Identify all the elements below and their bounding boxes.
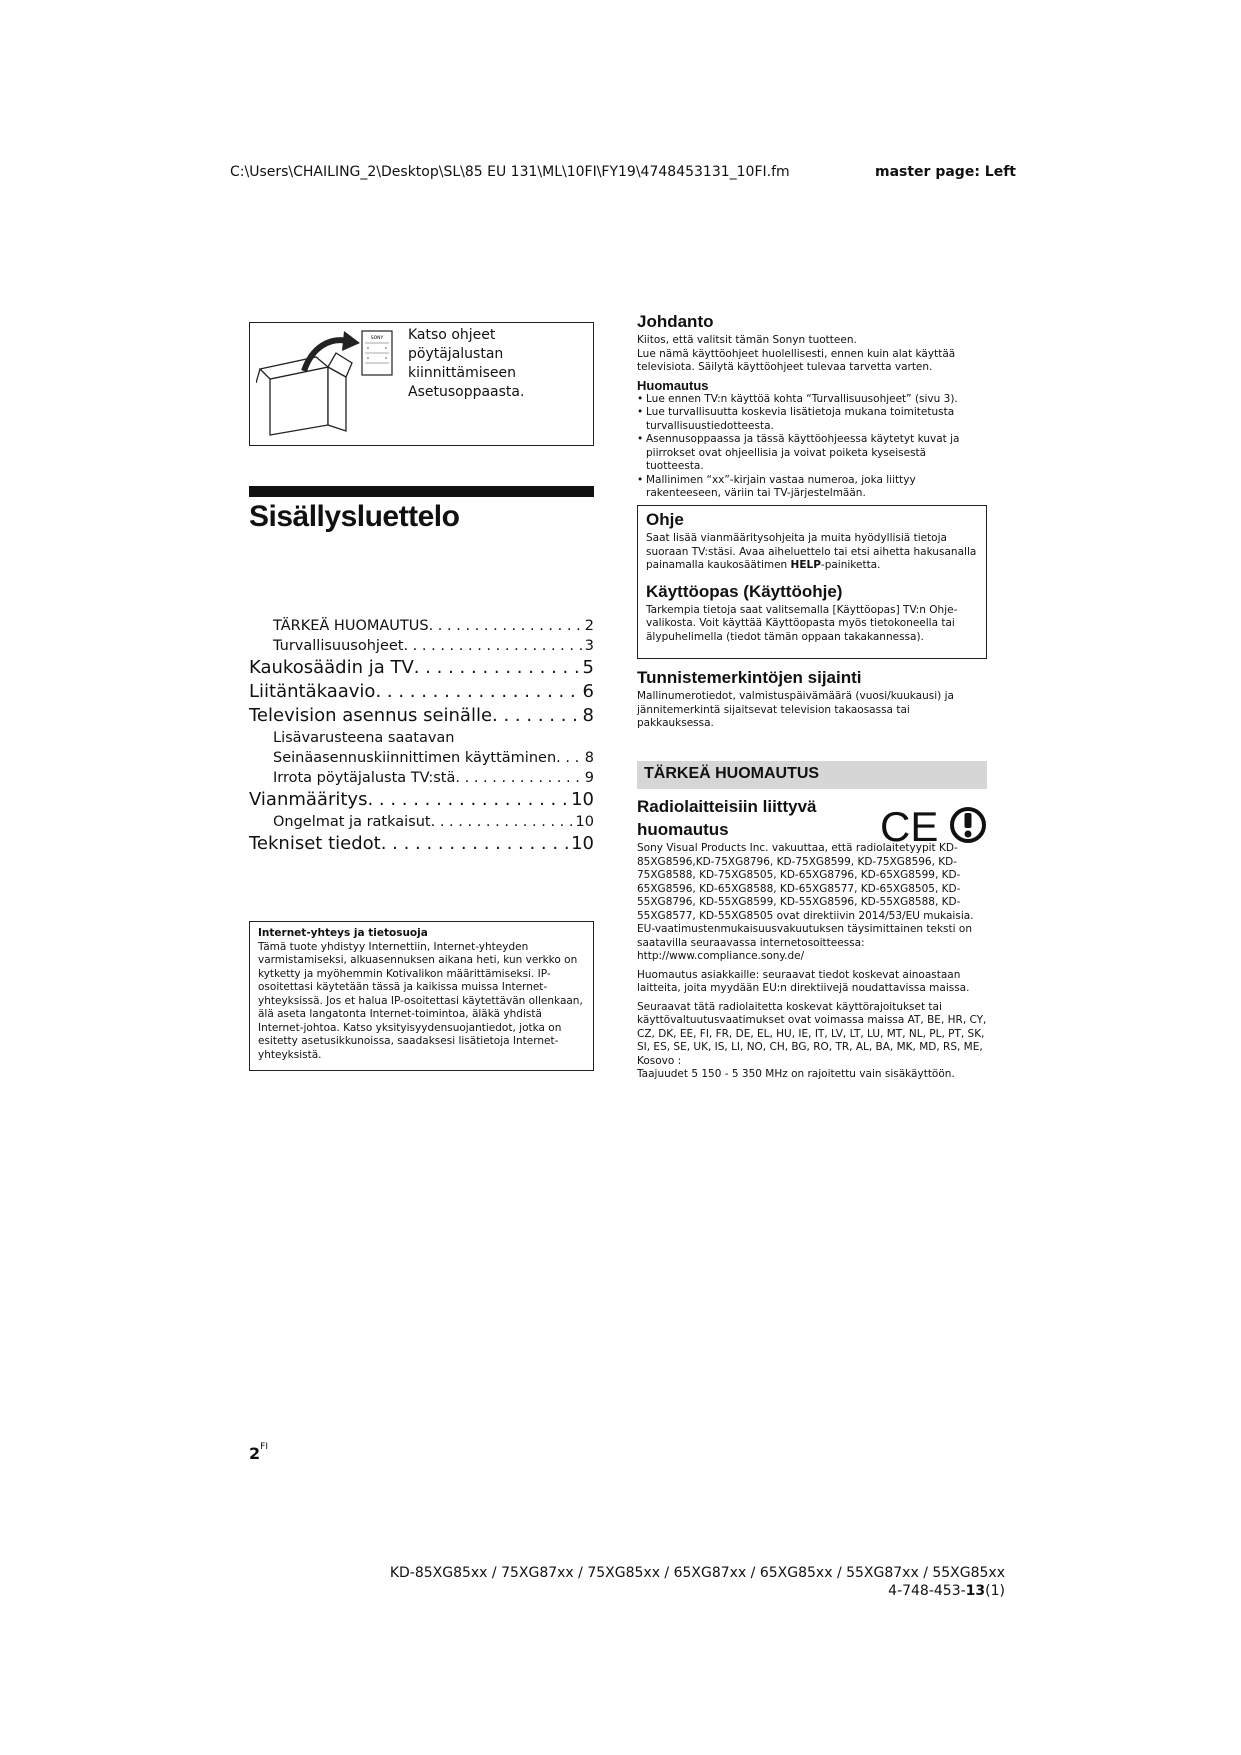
internet-box-text: Tämä tuote yhdistyy Internettiin, Internet-yhteyden varmistamiseksi, alkuasennuksen aikana heti, kun verkko on kytketty ja myöhemmin Kotivalikon määrittämiseksi. IP-osoitettasi käytetään tässä ja kaikissa muissa Internet-yhteyksissä. Jos et halua IP-osoitettasi käytettävän ollenkaan, älä aseta langatonta Internet-toimintoa, äläkä yhdistä Internet-johtoa. Katso yksityisyydensuojantiedot, jotka on esitetty asetusikkunoissa, saadaksesi lisätietoja Internet-yhteyksistä. [258,940,583,1061]
toc-entry-page: 6 [582,681,594,702]
master-page-label: master page: Left [875,164,1016,180]
important-notice-title: TÄRKEÄ HUOMAUTUS [644,765,820,782]
kayttoopas-text: Tarkempia tietoja saat valitsemalla [Käyttöopas] TV:n Ohje-valikosta. Voit käyttää Käyttöopasta myös tietokoneella tai älypuhelimella (tiedot tämän oppaan takakannessa). [646,603,958,643]
toc-entry-label: Lisävarusteena saatavan [273,730,455,746]
tunniste-section [637,668,987,731]
toc-entry-ongelmat[interactable] [249,812,594,832]
toc-entry-page: 2 [584,618,594,634]
toc-entry-page: 10 [571,833,594,854]
johdanto-title: Johdanto [637,312,714,331]
toc-entry-label: Turvallisuusohjeet [273,638,404,654]
ohje-text: Saat lisää vianmääritysohjeita ja muita hyödyllisiä tietoja suoraan TV:stäsi. Avaa aiheluettelo tai etsi aihetta hakusanalla painamalla kaukosäätimen HELP-painiketta. [646,532,977,571]
toc-entry-seinaasennus[interactable] [249,704,594,728]
help-key-label: HELP [790,559,821,571]
radio-para3: Seuraavat tätä radiolaitetta koskevat käyttörajoitukset tai käyttövaltuutusvaatimukset ovat voimassa maissa AT, BE, HR, CY, CZ, DK, EE, FI, FR, DE, EL, HU, IE, IT, LV, LT, LU, MT, NL, PL, PT, SK, SI, ES, SE, UK, IS, LI, NO, CH, BG, RO, TR, AL, BA, MK, MD, RS, ME, Kosovo : [637,1000,987,1067]
toc-entry-tekniset-tiedot[interactable] [249,832,594,856]
ohje-box [637,505,987,659]
ce-mark-text: CE [880,804,939,848]
toc-entry-label: Tekniset tiedot [249,833,381,854]
toc-entry-label: Ongelmat ja ratkaisut [273,814,431,830]
stand-note-box [249,322,594,446]
note-bullet: • Mallinimen “xx”-kirjain vastaa numeroa, joka liittyy rakenteeseen, väriin tai TV-järjestelmään. [637,473,916,499]
toc-entry-turvallisuusohjeet[interactable] [249,636,594,656]
toc-entry-page: 3 [584,638,594,654]
note-bullet: • Asennusoppaassa ja tässä käyttöohjeessa käytetyt kuvat ja piirrokset ovat ohjeellisia ja voivat poiketa kyseisestä tuotteesta. [637,433,960,472]
note-bullet: • Lue ennen TV:n käyttöä kohta “Turvallisuusohjeet” (sivu 3). [637,392,958,405]
box-manual-illustration-icon [256,327,406,437]
toc-entry-page: 5 [582,657,594,678]
page-number: $2^{FI}$ [249,1442,268,1463]
toc-entry-label: Seinäasennuskiinnittimen käyttäminen [273,750,557,766]
tunniste-text: Mallinumerotiedot, valmistuspäivämäärä (vuosi/kuukausi) ja jännitemerkintä sijaitsevat television takaosassa tai pakkauksessa. [637,690,954,729]
toc-entry-lisavarusteena[interactable] [249,728,594,748]
radio-title-line2: huomautus [637,820,729,839]
toc-entry-label: Television asennus seinälle [249,705,493,726]
important-notice-bar [637,761,987,789]
toc-entry-page: 8 [582,705,594,726]
huomautus-title: Huomautus [637,377,709,393]
toc-entry-label: TÄRKEÄ HUOMAUTUS [273,618,429,634]
toc-entry-page: 10 [571,789,594,810]
toc-title: Sisällysluettelo [249,500,460,533]
toc-entry-page: 8 [584,750,594,766]
radio-para1: Sony Visual Products Inc. vakuuttaa, että radiolaitetyypit KD-85XG8596,KD-75XG8796, KD-75XG8599, KD-75XG8596, KD-75XG8588, KD-75XG8505, KD-65XG8796, KD-65XG8599, KD-65XG8596, KD-65XG8588, KD-65XG8577, KD-65XG8505, KD-55XG8796, KD-55XG8599, KD-55XG8596, KD-55XG8588, KD-55XG8577, KD-55XG8505 ovat direktiivin 2014/53/EU mukaisia. EU-vaatimustenmukaisuusvakuutuksen täysimittainen teksti on saatavilla seuraavassa internetosoitteessa: http://www.compliance.sony.de/ [637,842,974,962]
toc-entry-kaukosaadin[interactable] [249,656,594,680]
radio-para2: Huomautus asiakkaille: seuraavat tiedot koskevat ainoastaan laitteita, joita myydään EU:n direktiivejä noudattavissa maissa. [637,968,970,994]
footer-code: 4-748-453-13(1) [888,1583,1005,1599]
tunniste-title: Tunnistemerkintöjen sijainti [637,668,862,687]
toc-entry-label: Liitäntäkaavio [249,681,376,702]
toc-entry-tarkea-huomautus[interactable] [249,616,594,636]
radio-para4: Taajuudet 5 150 - 5 350 MHz on rajoitettu vain sisäkäyttöön. [637,1068,955,1080]
file-path-header: C:\Users\CHAILING_2\Desktop\SL\85 EU 131\ML\10FI\FY19\4748453131_10FI.fm [230,164,790,180]
ce-mark-icon [878,804,988,848]
footer-models: KD-85XG85xx / 75XG87xx / 75XG85xx / 65XG87xx / 65XG85xx / 55XG87xx / 55XG85xx [389,1565,1005,1581]
toc-entry-liitantakaavio[interactable] [249,680,594,704]
internet-privacy-box [249,921,594,1071]
toc-entry-irrota-jalusta[interactable] [249,768,594,788]
internet-box-title: Internet-yhteys ja tietosuoja [258,927,428,939]
toc-entry-vianmaaritys[interactable] [249,788,594,812]
radio-title-line1: Radiolaitteisiin liittyvä [637,797,817,816]
johdanto-line2: Lue nämä käyttöohjeet huolellisesti, ennen kuin alat käyttää televisiota. Säilytä käyttöohjeet tulevaa tarvetta varten. [637,347,956,373]
table-of-contents [249,616,594,856]
ohje-title: Ohje [646,510,684,529]
toc-entry-label: Kaukosäädin ja TV [249,657,414,678]
toc-entry-page: 9 [584,770,594,786]
section-bar [249,486,594,497]
toc-entry-page: 10 [575,814,594,830]
kayttoopas-title: Käyttöopas (Käyttöohje) [646,581,843,601]
toc-entry-label: Vianmääritys [249,789,368,810]
johdanto-section [637,312,987,501]
manual-sony-label: SONY [370,336,384,341]
toc-entry-label: Irrota pöytäjalusta TV:stä [273,770,456,786]
toc-entry-seinaasennuskiinnitin[interactable] [249,748,594,768]
johdanto-line1: Kiitos, että valitsit tämän Sonyn tuotteen. [637,334,857,346]
note-bullet: • Lue turvallisuutta koskevia lisätietoja mukana toimitetusta turvallisuustiedotteesta. [637,406,955,432]
stand-note-text: Katso ohjeet pöytäjalustan kiinnittämiseen Asetusoppaasta. [408,327,525,400]
